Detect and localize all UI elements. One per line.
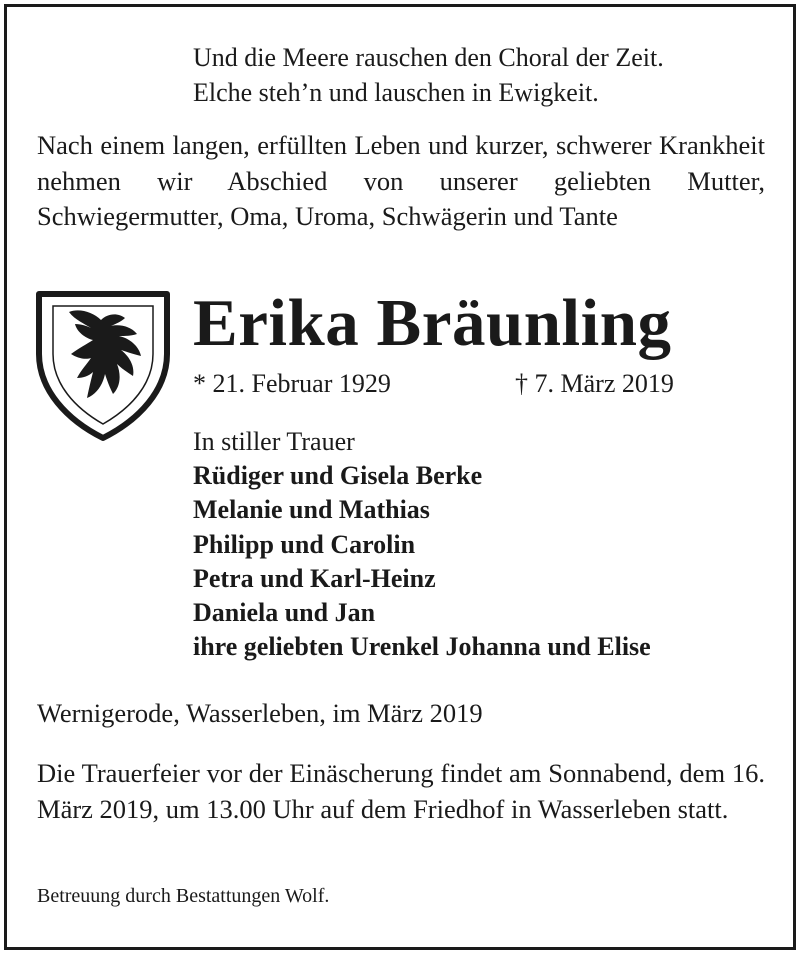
poem-line: Und die Meere rauschen den Choral der Zeit. (193, 43, 664, 72)
poem (193, 40, 664, 110)
mourner-name: ihre geliebten Urenkel Johanna und Elise (193, 632, 651, 662)
mourner-name: Philipp und Carolin (193, 529, 416, 559)
mourner-name: Melanie und Mathias (193, 495, 430, 525)
mourner-name: Rüdiger und Gisela Berke (193, 461, 483, 491)
deceased-name: Erika Bräunling (193, 286, 672, 360)
poem-line: Elche steh’n und lauschen in Ewigkeit. (193, 78, 599, 107)
mourner-name: Petra und Karl-Heinz (193, 563, 436, 593)
mourners-heading: In stiller Trauer (193, 427, 355, 456)
intro-text: Nach einem langen, erfüllten Leben und kurzer, schwerer Krankheit nehmen wir Abschied von unserer geliebten Mutter, Schwiegermutter, Oma, Uroma, Schwägerin und Tante (37, 130, 765, 231)
mourners-list (193, 425, 651, 664)
mourner-name: Daniela und Jan (193, 598, 376, 628)
funeral-info: Die Trauerfeier vor der Einäscherung findet am Sonnabend, dem 16. März 2019, um 13.00 Uhr auf dem Friedhof in Wasserleben statt. (37, 758, 765, 824)
death-date: † 7. März 2019 (515, 369, 674, 398)
place-and-date: Wernigerode, Wasserleben, im März 2019 (37, 698, 483, 728)
birth-date: * 21. Februar 1929 (193, 369, 391, 398)
funeral-home-credit: Betreuung durch Bestattungen Wolf. (37, 885, 330, 907)
coat-of-arms-icon (35, 290, 171, 442)
